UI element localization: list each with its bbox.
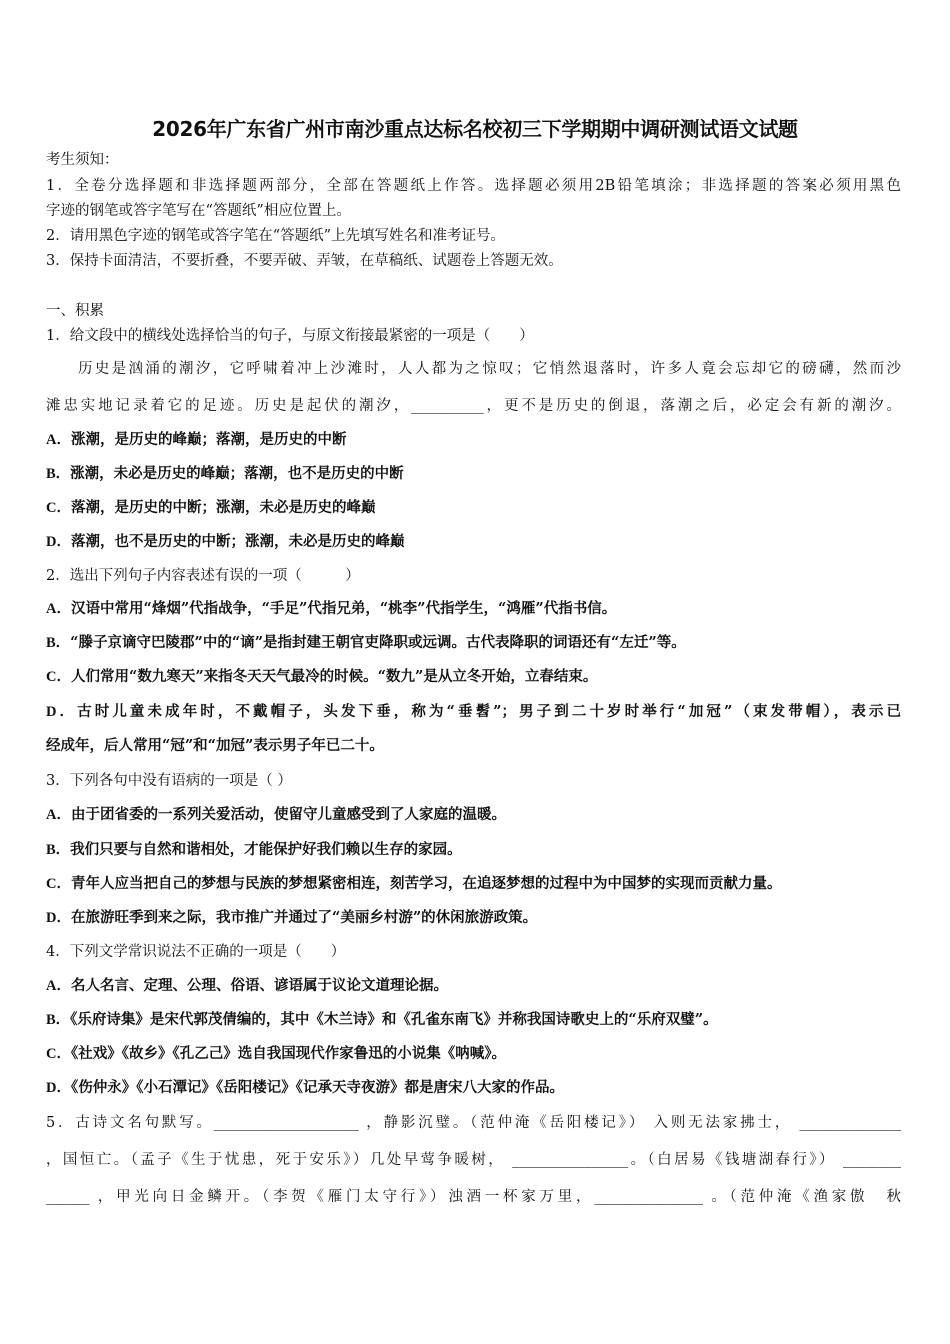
option-letter: D． [46,704,78,720]
question-1-option-c [46,498,901,518]
question-2-option-d [46,702,901,722]
question-1-option-a [46,430,901,450]
question-5-line: ，国恒亡。（孟子《生于忧患，死于安乐》）几处早莺争暖树， ________________。（白居易《钱塘湖春行》） ________ [46,1152,901,1168]
notice-heading: 考生须知： [46,152,119,168]
question-4-option-d [46,1078,901,1098]
option-letter: D． [46,534,71,550]
question-2-option-c [46,667,901,687]
question-4-option-a [46,976,901,996]
option-text: 人们常用“数九寒天”来指冬天天气最冷的时候。“数九”是从立冬开始，立春结束。 [70,668,598,685]
option-text: 《乐府诗集》是宋代郭茂倩编的，其中《木兰诗》和《孔雀东南飞》并称我国诗歌史上的“乐府双璧”。 [70,1011,718,1028]
question-3-option-b [46,840,901,860]
option-text: 落潮，也不是历史的中断；涨潮，未必是历史的峰巅 [70,533,405,550]
question-5-line: ______ ，甲光向日金鳞开。（李贺《雁门太守行》）浊酒一杯家万里，_______________ 。（范仲淹《渔家傲 秋 [46,1189,901,1205]
question-2-option-d-continuation: 经成年，后人常用“冠”和“加冠”表示男子年已二十。 [46,737,384,754]
option-text: 我们只要与自然和谐相处，才能保护好我们赖以生存的家园。 [70,841,462,858]
question-5-line: 5．古诗文名句默写。____________________ ，静影沉璧。（范仲淹《岳阳楼记》） 入则无法家拂士， ______________ [46,1115,901,1131]
notice-line: 1．全卷分选择题和非选择题两部分，全部在答题纸上作答。选择题必须用2B铅笔填涂；非选择题的答案必须用黑色 [46,178,901,194]
option-text: 涨潮，是历史的峰巅；落潮，是历史的中断 [70,431,347,448]
option-letter: C． [46,669,71,685]
question-3-stem: 3．下列各句中没有语病的一项是（ ） [46,773,292,789]
option-letter: A． [46,807,71,823]
option-text: 青年人应当把自己的梦想与民族的梦想紧密相连，刻苦学习，在追逐梦想的过程中为中国梦的实现而贡献力量。 [70,875,782,892]
option-letter: A． [46,432,71,448]
option-text: 由于团省委的一系列关爱活动，使留守儿童感受到了人家庭的温暖。 [70,806,506,823]
option-text: 《伤仲永》《小石潭记》《岳阳楼记》《记承天寺夜游》都是唐宋八大家的作品。 [70,1079,564,1096]
question-2-option-b [46,633,901,653]
option-letter: C． [46,1046,71,1062]
option-letter: B． [46,1012,71,1028]
option-text: 汉语中常用“烽烟”代指战争，“手足”代指兄弟，“桃李”代指学生，“鸿雁”代指书信。 [70,600,617,617]
option-letter: A． [46,978,71,994]
question-1-option-b [46,464,901,484]
section-heading: 一、积累 [46,303,104,319]
option-letter: A． [46,601,71,617]
question-3-option-d [46,908,901,928]
notice-line: 字迹的钢笔或答字笔写在“答题纸”相应位置上。 [46,203,351,219]
option-text: 古时儿童未成年时，不戴帽子，头发下垂，称为“垂髫”；男子到二十岁时举行“加冠”（束发带帽），表示已 [77,703,901,720]
option-letter: C． [46,500,71,516]
option-text: 涨潮，未必是历史的峰巅；落潮，也不是历史的中断 [70,465,404,482]
option-text: 名人名言、定理、公理、俗语、谚语属于议论文道理论据。 [70,977,448,994]
question-3-option-c [46,874,901,894]
option-text: 《社戏》《故乡》《孔乙己》选自我国现代作家鲁迅的小说集《呐喊》。 [70,1045,506,1062]
option-letter: B． [46,466,71,482]
page-title: 2026年广东省广州市南沙重点达标名校初三下学期期中调研测试语文试题 [152,117,798,141]
question-2-stem: 2．选出下列句子内容表述有误的一项（ ） [46,568,360,584]
question-1-stem: 1．给文段中的横线处选择恰当的句子，与原文衔接最紧密的一项是（ ） [46,328,534,344]
option-letter: D． [46,1080,71,1096]
option-letter: C． [46,876,71,892]
notice-line: 3．保持卡面清洁，不要折叠，不要弄破、弄皱，在草稿纸、试题卷上答题无效。 [46,253,563,269]
question-4-option-c [46,1044,901,1064]
question-4-option-b [46,1010,901,1030]
question-3-option-a [46,805,901,825]
question-1-passage: 滩忠实地记录着它的足迹。历史是起伏的潮汐，__________，更不是历史的倒退，落潮之后，必定会有新的潮汐。 [46,398,901,414]
question-1-option-d [46,532,901,552]
option-text: “滕子京谪守巴陵郡”中的“谪”是指封建王朝官吏降职或远调。古代表降职的词语还有“左迁”等。 [70,634,686,651]
notice-line: 2．请用黑色字迹的钢笔或答字笔在“答题纸”上先填写姓名和准考证号。 [46,228,506,244]
option-text: 在旅游旺季到来之际，我市推广并通过了“美丽乡村游”的休闲旅游政策。 [70,909,538,926]
question-4-stem: 4．下列文学常识说法不正确的一项是（ ） [46,944,346,960]
option-letter: B． [46,635,71,651]
option-letter: D． [46,910,71,926]
question-1-passage: 历史是汹涌的潮汐，它呼啸着冲上沙滩时，人人都为之惊叹；它悄然退落时，许多人竟会忘却它的磅礴，然而沙 [78,361,901,377]
question-2-option-a [46,599,901,619]
option-text: 落潮，是历史的中断；涨潮，未必是历史的峰巅 [70,499,376,516]
option-letter: B． [46,842,71,858]
